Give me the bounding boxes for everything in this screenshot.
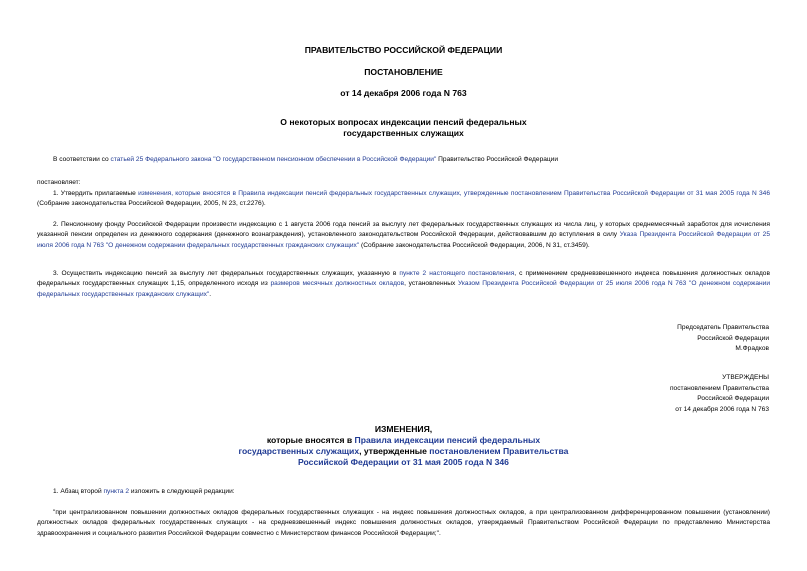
change-1-text-end: изложить в следующей редакции: xyxy=(129,488,235,495)
preamble-text: В соответствии со xyxy=(53,156,111,163)
signature-block xyxy=(677,323,769,355)
president-decree-link[interactable]: Указом Президента Российской Федерации от 25 июля 2006 года N 763 "О денежном содержании федеральных государственных гражданских служащих" xyxy=(37,280,770,298)
change-1 xyxy=(37,487,770,497)
change-1-text: 1. Абзац второй xyxy=(53,488,104,495)
approved-label: УТВЕРЖДЕНЫ xyxy=(722,374,769,381)
quoted-paragraph: "при централизованном повышении должностных окладов федеральных государственных служащих - на индекс повышения должностных окладов, а при централизованном дифференцированном повышении (установлении) должностных окладов федеральных государственных служащих - на средневзвешенный индекс повышения должностных окладов, утверждаемый Правительством Российской Федерации по представлению Министерства здравоохранения и социального развития Российской Федерации совместно с Министерством финансов Российской Федерации;". xyxy=(37,509,770,537)
item-3-text: 3. Осуществить индексацию пенсий за выслугу лет федеральных государственных служащих, указанную в xyxy=(53,270,400,277)
document-title-line2: государственных служащих xyxy=(343,128,464,138)
changes-subtitle-line1 xyxy=(0,435,807,446)
changes-subtitle-line2 xyxy=(0,446,807,457)
clause-2-link[interactable]: пункте 2 настоящего постановления xyxy=(399,270,515,277)
signature-name: М.Фрадков xyxy=(735,345,769,352)
government-name: ПРАВИТЕЛЬСТВО РОССИЙСКОЙ ФЕДЕРАЦИИ xyxy=(304,45,503,55)
item-3-text-3: , установленных xyxy=(404,280,458,288)
resolution-link[interactable]: постановлением Правительства xyxy=(429,446,569,456)
changes-subtitle-text: которые вносятся в xyxy=(266,435,355,445)
rules-link[interactable]: Правила индексации пенсий федеральных xyxy=(354,435,541,445)
decree-link[interactable]: Указа Президента Российской Федерации от 25 июля 2006 года N 763 "О денежном содержании федеральных государственных гражданских служащих" xyxy=(37,231,770,249)
approved-block xyxy=(670,373,769,415)
item-2-text-end: (Собрание законодательства Российской Федерации, 2006, N 31, ст.3459). xyxy=(359,241,590,249)
item-2 xyxy=(37,220,770,251)
law-article-link[interactable]: статьей 25 Федерального закона "О государственном пенсионном обеспечении в Российской Федерации" xyxy=(110,156,437,163)
resolution-link-continued[interactable]: Российской Федерации от 31 мая 2005 года N 346 xyxy=(298,457,509,467)
changes-subtitle-text-2: , утвержденные xyxy=(359,446,430,456)
changes-subtitle-line3 xyxy=(0,457,807,468)
document-date-number: от 14 декабря 2006 года N 763 xyxy=(340,88,467,98)
item-1-text-end: (Собрание законодательства Российской Федерации, 2005, N 23, ст.2276). xyxy=(37,200,266,208)
preamble-text-end: Правительство Российской Федерации xyxy=(436,156,559,163)
document-type: ПОСТАНОВЛЕНИЕ xyxy=(364,67,443,77)
document-title-line1: О некоторых вопросах индексации пенсий федеральных xyxy=(280,117,527,127)
approved-by: постановлением Правительства xyxy=(669,384,769,392)
item-3 xyxy=(37,269,770,300)
signature-country: Российской Федерации xyxy=(697,334,769,342)
approved-country: Российской Федерации xyxy=(697,395,769,402)
salary-sizes-link[interactable]: размеров месячных должностных окладов xyxy=(270,280,405,288)
changes-link[interactable]: изменения, которые вносятся в Правила индексации пенсий федеральных государственных служащих, утвержденные постановлением Правительства Российской Федерации от 31 мая 2005 года N 346 xyxy=(138,190,771,197)
item-1-text: 1. Утвердить прилагаемые xyxy=(53,190,139,197)
item-3-text-2: , с применением средневзвешенного индекса повышения должностных окладов федеральных государственных служащих 1,15, определенного исходя из xyxy=(37,270,770,288)
changes-heading: ИЗМЕНЕНИЯ, xyxy=(374,424,433,434)
approved-date: от 14 декабря 2006 года N 763 xyxy=(675,405,769,413)
signature-position: Председатель Правительства xyxy=(677,324,769,331)
item-3-text-end: . xyxy=(209,290,212,298)
rules-link-continued[interactable]: государственных служащих xyxy=(238,446,360,456)
clause-2-rules-link[interactable]: пункта 2 xyxy=(103,488,130,495)
item-2-text: 2. Пенсионному фонду Российской Федерации произвести индексацию с 1 августа 2006 года пенсий за выслугу лет федеральных государственных служащих из числа лиц, у которых среднемесячный заработок для исчисления указанной пенсии определен из денежного содержания (денежного вознаграждения), установленного законодательством Российской Федерации, действовавшим до вступления в силу xyxy=(37,221,770,239)
item-1 xyxy=(37,189,770,210)
preamble xyxy=(37,155,770,165)
decides-label: постановляет: xyxy=(37,179,81,186)
